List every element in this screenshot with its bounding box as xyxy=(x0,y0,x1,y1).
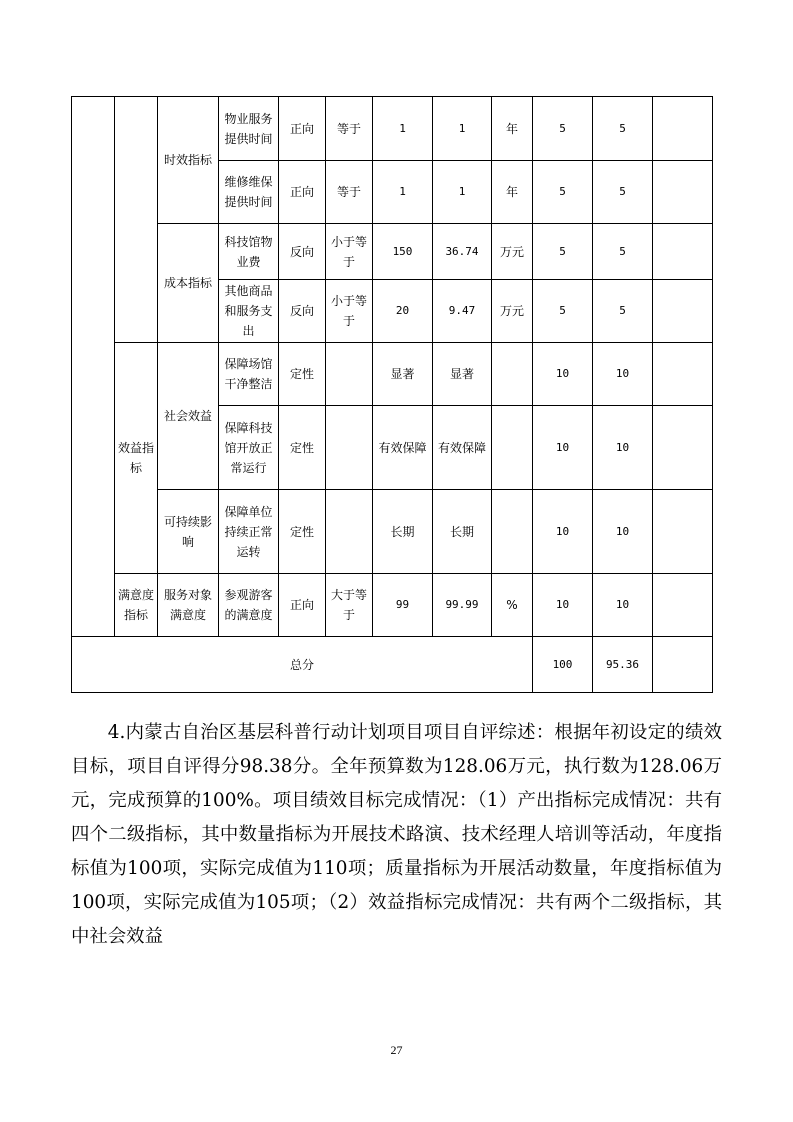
level0-cell xyxy=(72,97,115,637)
score-cell: 5 xyxy=(593,224,653,280)
note-cell xyxy=(653,490,713,574)
operator-cell: 小于等于 xyxy=(326,280,373,343)
weight-cell: 5 xyxy=(533,280,593,343)
target-cell: 1 xyxy=(373,97,433,161)
unit-cell: 年 xyxy=(492,97,533,161)
total-row xyxy=(72,637,713,693)
actual-cell: 9.47 xyxy=(433,280,492,343)
score-cell: 10 xyxy=(593,490,653,574)
actual-cell: 1 xyxy=(433,161,492,224)
weight-cell: 5 xyxy=(533,224,593,280)
table-row xyxy=(72,490,713,574)
note-cell xyxy=(653,161,713,224)
direction-cell: 定性 xyxy=(279,343,326,406)
target-cell: 长期 xyxy=(373,490,433,574)
target-cell: 150 xyxy=(373,224,433,280)
note-cell xyxy=(653,280,713,343)
direction-cell: 正向 xyxy=(279,574,326,637)
note-cell xyxy=(653,574,713,637)
direction-cell: 反向 xyxy=(279,224,326,280)
unit-cell xyxy=(492,406,533,490)
level2-cell: 可持续影响 xyxy=(158,490,219,574)
level2-cell: 服务对象满意度 xyxy=(158,574,219,637)
actual-cell: 99.99 xyxy=(433,574,492,637)
unit-cell xyxy=(492,343,533,406)
total-score: 95.36 xyxy=(593,637,653,693)
note-cell xyxy=(653,406,713,490)
weight-cell: 5 xyxy=(533,161,593,224)
operator-cell xyxy=(326,343,373,406)
actual-cell: 长期 xyxy=(433,490,492,574)
direction-cell: 定性 xyxy=(279,406,326,490)
direction-cell: 正向 xyxy=(279,97,326,161)
level1-cell: 效益指标 xyxy=(115,343,158,574)
actual-cell: 有效保障 xyxy=(433,406,492,490)
score-cell: 10 xyxy=(593,343,653,406)
score-cell: 10 xyxy=(593,406,653,490)
performance-table xyxy=(71,96,713,693)
indicator-cell: 保障场馆干净整洁 xyxy=(219,343,279,406)
page-number: 27 xyxy=(390,1043,403,1057)
direction-cell: 反向 xyxy=(279,280,326,343)
target-cell: 20 xyxy=(373,280,433,343)
level2-cell: 成本指标 xyxy=(158,224,219,343)
operator-cell: 等于 xyxy=(326,97,373,161)
level2-cell: 社会效益 xyxy=(158,343,219,490)
indicator-cell: 物业服务提供时间 xyxy=(219,97,279,161)
table-row xyxy=(72,97,713,161)
operator-cell xyxy=(326,406,373,490)
indicator-cell: 维修维保提供时间 xyxy=(219,161,279,224)
operator-cell: 等于 xyxy=(326,161,373,224)
direction-cell: 正向 xyxy=(279,161,326,224)
total-note xyxy=(653,637,713,693)
score-cell: 5 xyxy=(593,97,653,161)
indicator-cell: 保障科技馆开放正常运行 xyxy=(219,406,279,490)
target-cell: 1 xyxy=(373,161,433,224)
weight-cell: 10 xyxy=(533,343,593,406)
direction-cell: 定性 xyxy=(279,490,326,574)
body-paragraph xyxy=(71,716,722,954)
level2-cell: 时效指标 xyxy=(158,97,219,224)
operator-cell: 小于等于 xyxy=(326,224,373,280)
table-row xyxy=(72,224,713,280)
indicator-cell: 科技馆物业费 xyxy=(219,224,279,280)
level1-cell: 满意度指标 xyxy=(115,574,158,637)
note-cell xyxy=(653,343,713,406)
indicator-cell: 其他商品和服务支出 xyxy=(219,280,279,343)
total-label: 总分 xyxy=(72,637,533,693)
operator-cell: 大于等于 xyxy=(326,574,373,637)
unit-cell: 年 xyxy=(492,161,533,224)
target-cell: 99 xyxy=(373,574,433,637)
indicator-cell: 保障单位持续正常运转 xyxy=(219,490,279,574)
actual-cell: 1 xyxy=(433,97,492,161)
operator-cell xyxy=(326,490,373,574)
weight-cell: 5 xyxy=(533,97,593,161)
target-cell: 有效保障 xyxy=(373,406,433,490)
actual-cell: 显著 xyxy=(433,343,492,406)
unit-cell xyxy=(492,490,533,574)
total-weight: 100 xyxy=(533,637,593,693)
paragraph-text: 4.内蒙古自治区基层科普行动计划项目项目自评综述：根据年初设定的绩效目标，项目自评得分98.38分。全年预算数为128.06万元，执行数为128.06万元，完成预算的100%。项目绩效目标完成情况：（1）产出指标完成情况：共有四个二级指标，其中数量指标为开展技术路演、技术经理人培训等活动，年度指标值为100项，实际完成值为110项；质量指标为开展活动数量，年度指标值为100项，实际完成值为105项；（2）效益指标完成情况：共有两个二级指标，其中社会效益 xyxy=(71,722,722,947)
weight-cell: 10 xyxy=(533,490,593,574)
table-row xyxy=(72,343,713,406)
table-row xyxy=(72,574,713,637)
score-cell: 10 xyxy=(593,574,653,637)
weight-cell: 10 xyxy=(533,574,593,637)
target-cell: 显著 xyxy=(373,343,433,406)
indicator-cell: 参观游客的满意度 xyxy=(219,574,279,637)
note-cell xyxy=(653,224,713,280)
unit-cell: 万元 xyxy=(492,224,533,280)
unit-cell: % xyxy=(492,574,533,637)
unit-cell: 万元 xyxy=(492,280,533,343)
score-cell: 5 xyxy=(593,161,653,224)
score-cell: 5 xyxy=(593,280,653,343)
weight-cell: 10 xyxy=(533,406,593,490)
level1-cell xyxy=(115,97,158,343)
actual-cell: 36.74 xyxy=(433,224,492,280)
note-cell xyxy=(653,97,713,161)
